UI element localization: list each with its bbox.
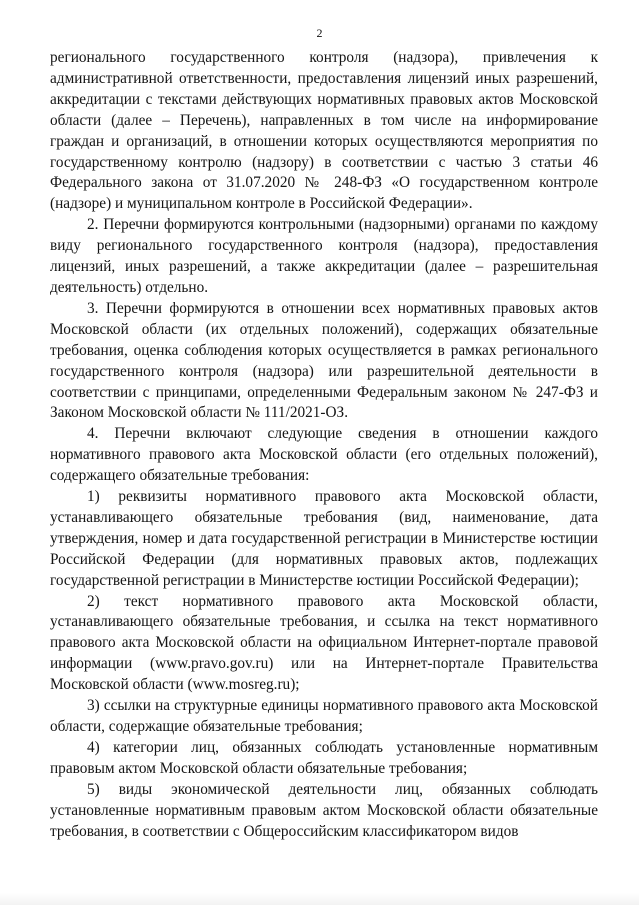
page-number: 2 [316,26,323,40]
scan-bottom-edge [0,893,639,905]
list-item-2-text-and-link: 2) текст нормативного правового акта Московской области, устанавливающего обязательные требования, и ссылка на текст нормативного правового акта Московской области на официальном Интернет-портале правовой информации (www.pravo.gov.ru) или на Интернет-портале Правительства Московской области (www.mosreg.ru); [50,592,598,694]
list-item-5-activity-types: 5) виды экономической деятельности лиц, обязанных соблюдать установленные нормативным правовым актом Московской области обязательные требования, в соответствии с Общероссийским классификатором видов [50,780,598,840]
document-body [50,48,598,842]
paragraph-item-4: 4. Перечни включают следующие сведения в отношении каждого нормативного правового акта Московской области (его отдельных положений), содержащего обязательные требования: [50,425,598,485]
list-item-4-person-categories: 4) категории лиц, обязанных соблюдать установленные нормативным правовым актом Московской области обязательные требования; [50,738,598,777]
list-item-1-requisites: 1) реквизиты нормативного правового акта Московской области, устанавливающего обязательные требования (вид, наименование, дата утверждения, номер и дата государственной регистрации в Министерстве юстиции Российской Федерации (для нормативных правовых актов, подлежащих государственной регистрации в Министерстве юстиции Российской Федерации); [50,488,598,589]
paragraph-item-2: 2. Перечни формируются контрольными (надзорными) органами по каждому виду регионального государственного контроля (надзора), предоставления лицензий, иных разрешений, а также аккредитации (далее – разрешительная деятельность) отдельно. [50,216,598,296]
paragraph-item-3: 3. Перечни формируются в отношении всех нормативных правовых актов Московской области (их отдельных положений), содержащих обязательные требования, оценка соблюдения которых осуществляется в рамках регионального государственного контроля (надзора) или разрешительной деятельности в соответствии с принципами, определенными Федеральным законом № 247-ФЗ и Законом Московской области № 111/2021-ОЗ. [50,299,598,422]
list-item-3-structural-units: 3) ссылки на структурные единицы нормативного правового акта Московской области, содержащие обязательные требования; [50,697,598,735]
paragraph-intro-continuation: регионального государственного контроля (надзора), привлечения к административной ответственности, предоставления лицензий иных разрешений, аккредитации с текстами действующих нормативных правовых актов Московской области (далее – Перечень), направленных в том числе на информирование граждан и организаций, в отношении которых осуществляются мероприятия по государственному контролю (надзору) в соответствии с частью 3 статьи 46 Федерального закона от 31.07.2020 № 248-ФЗ «О государственном контроле (надзоре) и муниципальном контроле в Российской Федерации». [50,49,598,213]
